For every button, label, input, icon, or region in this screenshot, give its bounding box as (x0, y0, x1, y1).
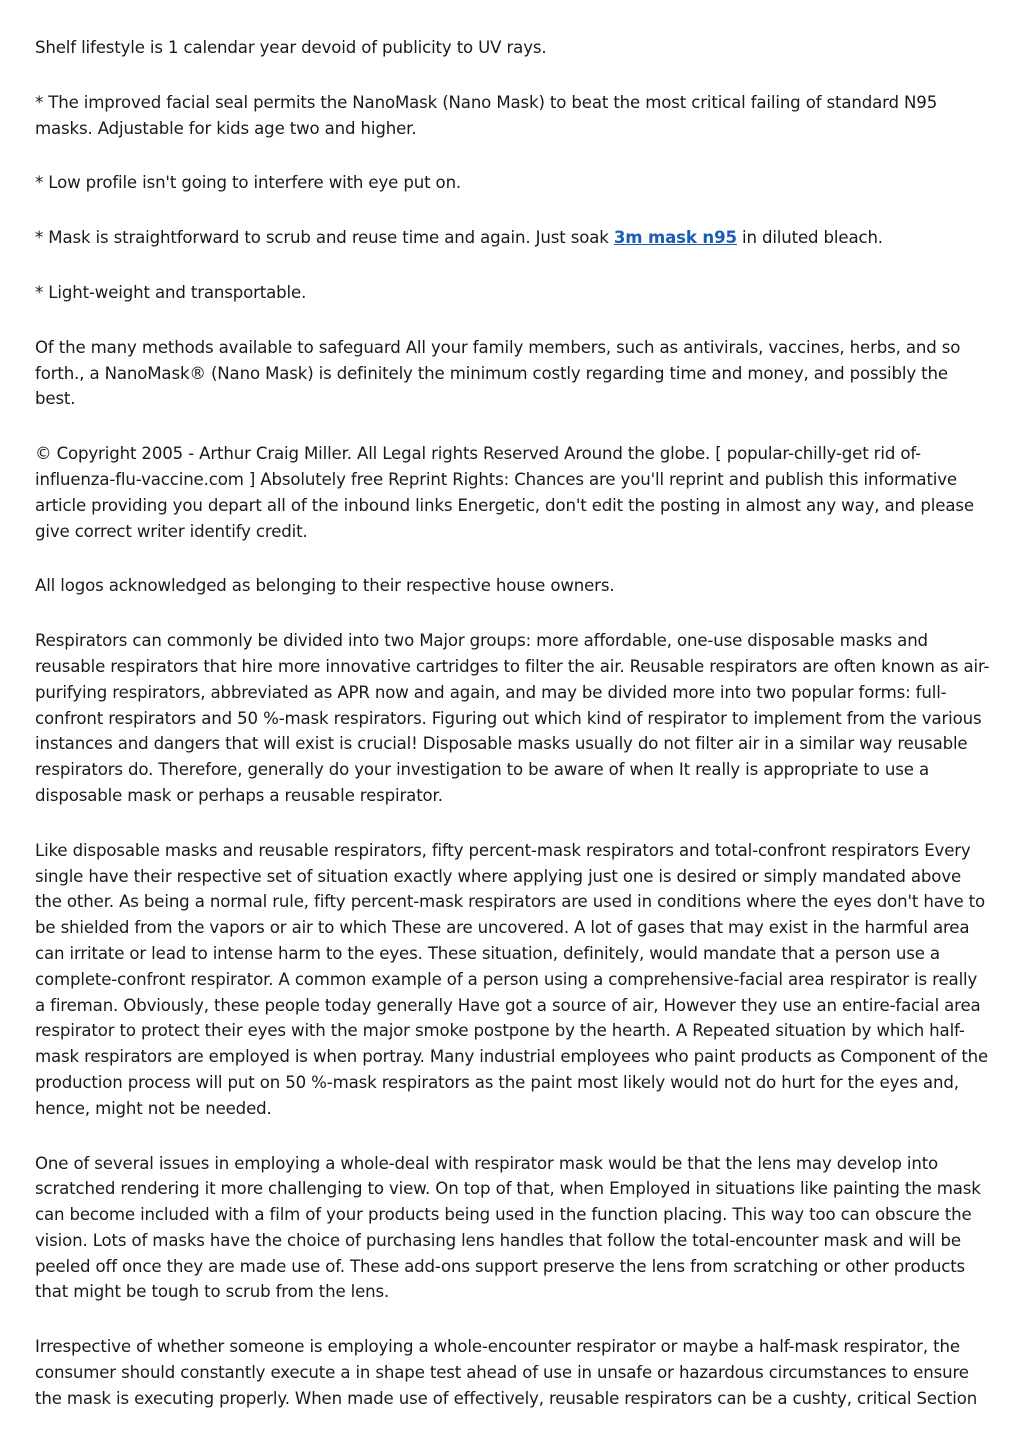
paragraph-half-vs-full: Like disposable masks and reusable respirators, fifty percent-mask respirators and total-confront respirators Every single have their respective set of situation exactly where applying just one is desired or simply mandated above the other. As being a normal rule, fifty percent-mask respirators are used in conditions where the eyes don't have to be shielded from the vapors or air to which These are uncovered. A lot of gases that may exist in the harmful area can irritate or lead to intense harm to the eyes. These situation, definitely, would mandate that a person use a complete-confront respirator. A common example of a person using a comprehensive-facial area respirator is really a fireman. Obviously, these people today generally Have got a source of air, However they use an entire-facial area respirator to protect their eyes with the major smoke postpone by the hearth. A Repeated situation by which half-mask respirators are employed is when portray. Many industrial employees who paint products as Component of the production process will put on 50 %-mask respirators as the paint most likely would not do hurt for the eyes and, hence, might not be needed. (35, 840, 989, 1118)
paragraph-shelf-life: Shelf lifestyle is 1 calendar year devoid of publicity to UV rays. (35, 38, 547, 57)
paragraph-fit-test: Irrespective of whether someone is employing a whole-encounter respirator or maybe a half-mask respirator, the consumer should constantly execute a in shape test ahead of use in unsafe or hazardous circumstances to ensure the mask is executing properly. When made use of effectively, reusable respirators can be a cushty, critical Section (35, 1337, 978, 1408)
paragraph-lens-issues: One of several issues in employing a whole-deal with respirator mask would be that the lens may develop into scratched rendering it more challenging to view. On top of that, when Employed in situations like painting the mask can become included with a film of your products being used in the function placing. This way too can obscure the vision. Lots of masks have the choice of purchasing lens handles that follow the total-encounter mask and will be peeled off once they are made use of. These add-ons support preserve the lens from scratching or other products that might be tough to scrub from the lens. (35, 1153, 981, 1302)
paragraph-low-profile: * Low profile isn't going to interfere with eye put on. (35, 173, 462, 193)
cleaning-text-before: * Mask is straightforward to scrub and reuse time and again. Just soak (35, 228, 614, 248)
mask-link[interactable]: 3m mask n95 (613, 228, 737, 248)
paragraph-methods: Of the many methods available to safeguard All your family members, such as antivirals, vaccines, herbs, and so forth., a NanoMask® (Nano Mask) is definitely the minimum costly regarding time and money, and possibly the best. (35, 337, 961, 409)
paragraph-respirator-groups: Respirators can commonly be divided into two Major groups: more affordable, one-use disposable masks and reusable respirators that hire more innovative cartridges to filter the air. Reusable respirators are often known as air-purifying respirators, abbreviated as APR now and again, and may be divided more into two popular forms: full-confront respirators and 50 %-mask respirators. Figuring out which kind of respirator to implement from the various instances and dangers that will exist is crucial! Disposable masks usually do not filter air in a similar way reusable respirators do. Therefore, generally do your investigation to be aware of when It really is appropriate to use a disposable mask or perhaps a reusable respirator. (35, 631, 990, 805)
paragraph-cleaning (35, 225, 990, 251)
cleaning-text-after: in diluted bleach. (736, 228, 883, 248)
paragraph-copyright: © Copyright 2005 - Arthur Craig Miller. All Legal rights Reserved Around the globe. [ popular-chilly-get rid of-influenza-flu-vaccine.com ] Absolutely free Reprint Rights: Chances are you'll reprint and publish this informative article providing you depart all of the inbound links Energetic, don't edit the posting in almost any way, and please give correct writer identify credit. (35, 444, 974, 541)
paragraph-lightweight: * Light-weight and transportable. (35, 282, 307, 302)
paragraph-facial-seal: * The improved facial seal permits the NanoMask (Nano Mask) to beat the most critical failing of standard N95 masks. Adjustable for kids age two and higher. (35, 92, 938, 138)
paragraph-logos: All logos acknowledged as belonging to their respective house owners. (35, 576, 615, 596)
